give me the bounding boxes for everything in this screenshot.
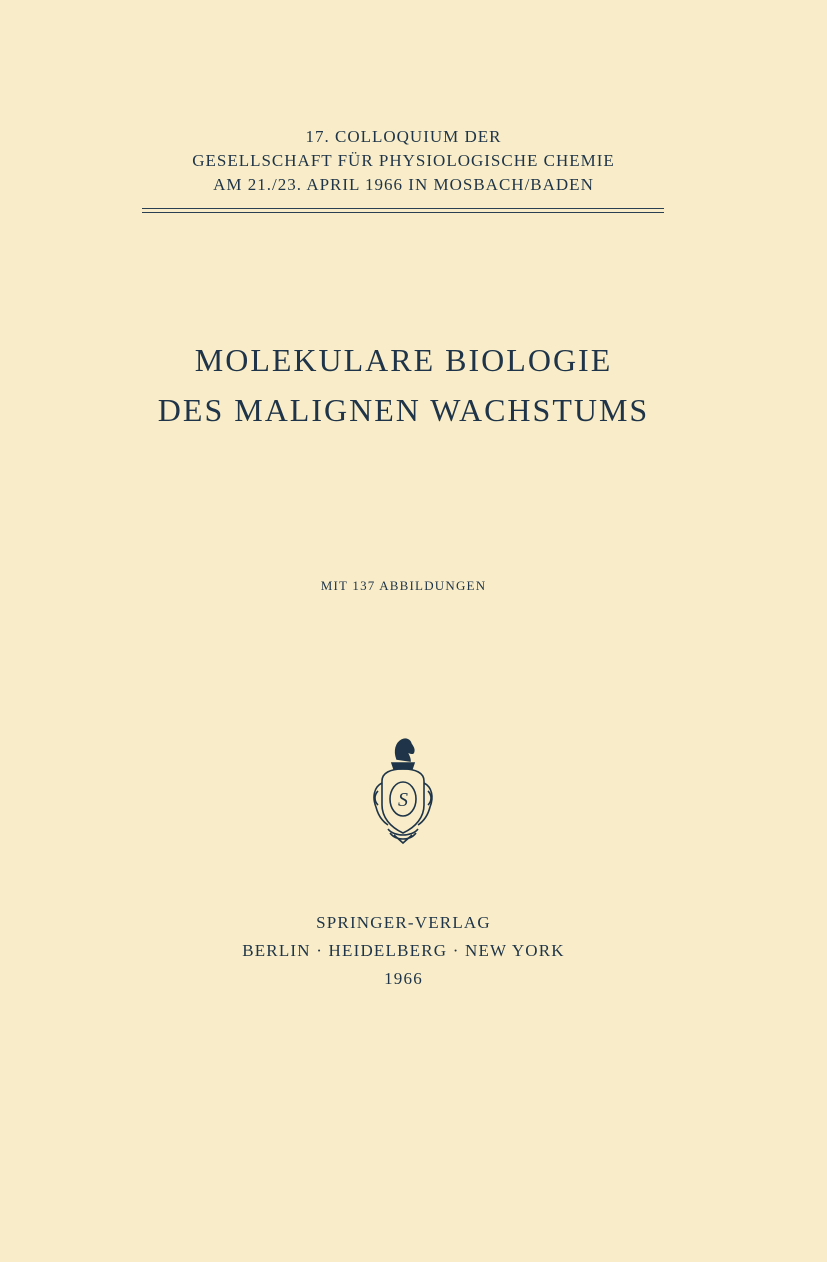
springer-knight-emblem-icon (370, 735, 436, 845)
title-line-1: MOLEKULARE BIOLOGIE (194, 342, 613, 378)
colloquium-number: 17. COLLOQUIUM DER (305, 127, 502, 146)
publisher-name: SPRINGER-VERLAG (316, 913, 491, 932)
publisher-cities: BERLIN · HEIDELBERG · NEW YORK (242, 941, 565, 960)
illustrations-note: MIT 137 ABBILDUNGEN (320, 578, 487, 593)
conference-date-place: AM 21./23. APRIL 1966 IN MOSBACH/BADEN (213, 175, 594, 194)
society-name: GESELLSCHAFT FÜR PHYSIOLOGISCHE CHEMIE (192, 151, 615, 170)
logo-letter: S (398, 789, 408, 811)
publication-year: 1966 (384, 969, 423, 988)
header-rule-top (142, 208, 664, 209)
title-line-2: DES MALIGNEN WACHSTUMS (157, 392, 650, 428)
header-rule-bottom (142, 212, 664, 213)
